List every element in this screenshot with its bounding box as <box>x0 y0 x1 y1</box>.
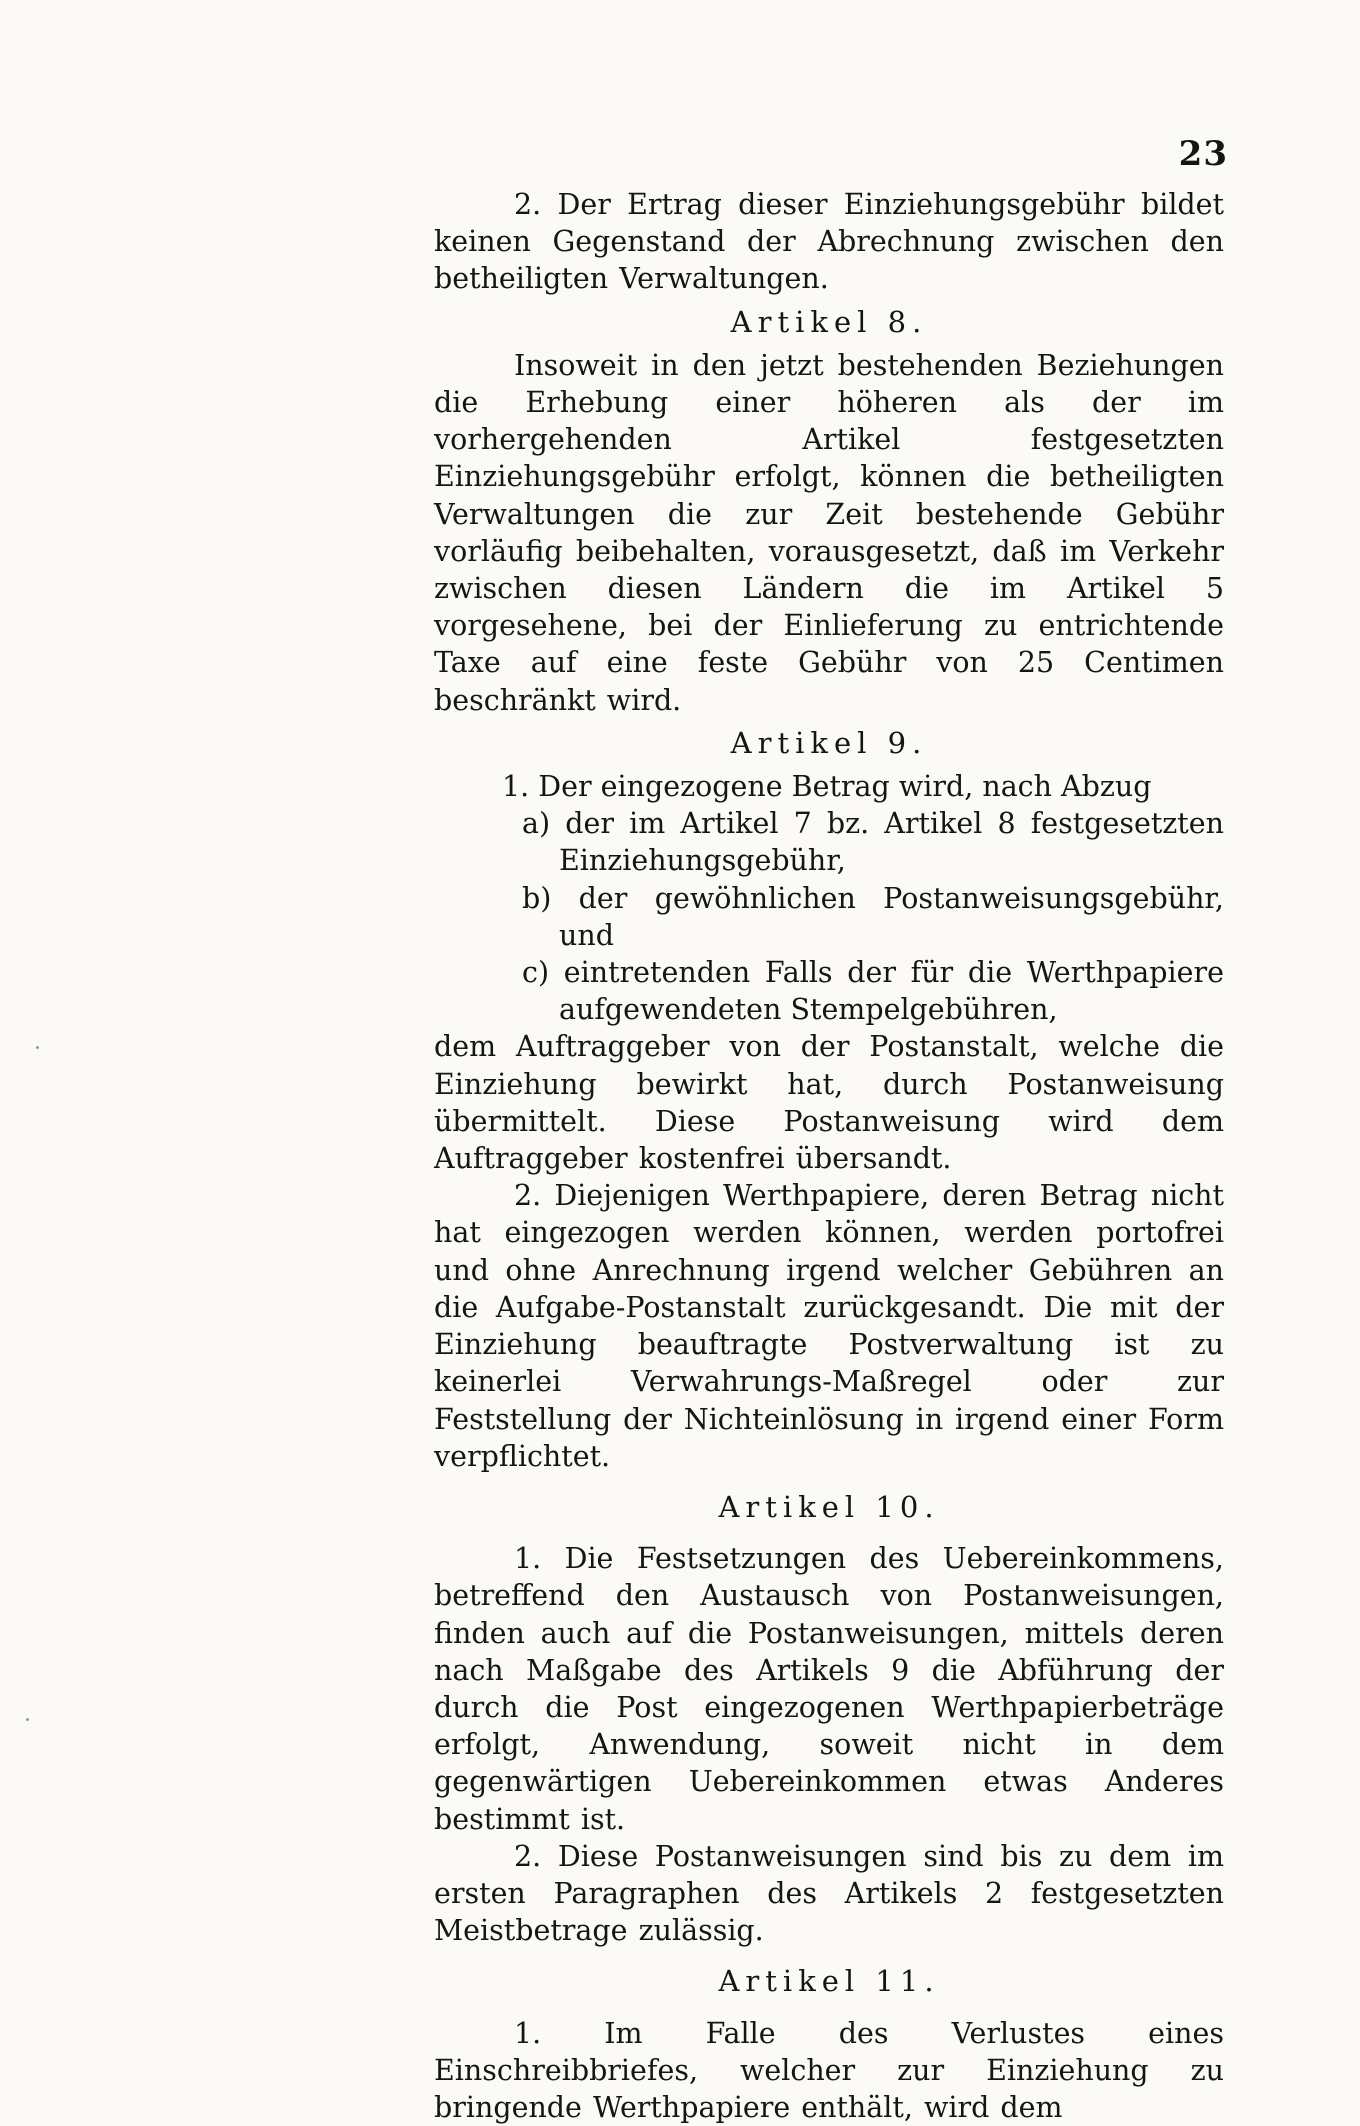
article-heading: Artikel 11. <box>718 1964 940 1999</box>
text-column <box>434 186 1224 2126</box>
paragraph: 1. Im Falle des Verlustes eines Einschreibbriefes, welcher zur Einziehung zu bringende Werthpapiere enthält, wird dem <box>434 2016 1224 2124</box>
list-item: a) der im Artikel 7 bz. Artikel 8 festgesetzten Einziehungsgebühr, <box>522 807 1224 878</box>
spacer <box>434 1949 1224 1957</box>
paragraph: 2. Diese Postanweisungen sind bis zu dem im ersten Paragraphen des Artikels 2 festgesetzten Meistbetrage zulässig. <box>434 1839 1224 1948</box>
paper-speck <box>26 1718 29 1721</box>
page-number: 23 <box>1178 134 1228 174</box>
spacer <box>434 2007 1224 2015</box>
paragraph: Insoweit in den jetzt bestehenden Beziehungen die Erhebung einer höheren als der im vorhergehenden Artikel festgesetzten Einziehungsgebühr erfolgt, können die betheiligten Verwaltungen die zur Zeit bestehende Gebühr vorläufig beibehalten, vorausgesetzt, daß im Verkehr zwischen diesen Ländern die im Artikel 5 vorgesehene, bei der Einlieferung zu entrichtende Taxe auf eine feste Gebühr von 25 Centimen beschränkt wird. <box>434 348 1224 717</box>
list-item: b) der gewöhnlichen Postanweisungsgebühr, und <box>522 881 1224 952</box>
spacer <box>434 1475 1224 1483</box>
paragraph: dem Auftraggeber von der Postanstalt, welche die Einziehung bewirkt hat, durch Postanweisung übermittelt. Diese Postanweisung wird dem Auftraggeber kostenfrei übersandt. <box>434 1030 1224 1176</box>
article-heading: Artikel 9. <box>730 725 928 760</box>
list-intro: 1. Der eingezogene Betrag wird, nach Abzug <box>502 770 1152 804</box>
paragraph: 2. Diejenigen Werthpapiere, deren Betrag nicht hat eingezogen werden können, werden portofrei und ohne Anrechnung irgend welcher Gebühren an die Aufgabe-Postanstalt zurückgesandt. Die mit der Einziehung beauftragte Postverwaltung ist zu keinerlei Verwahrungs-Maßregel oder zur Feststellung der Nichteinlösung in irgend einer Form verpflichtet. <box>434 1179 1224 1473</box>
spacer <box>434 1532 1224 1540</box>
paragraph: 1. Die Festsetzungen des Uebereinkommens, betreffend den Austausch von Postanweisungen, finden auch auf die Postanweisungen, mittels deren nach Maßgabe des Artikels 9 die Abführung der durch die Post eingezogenen Werthpapierbeträge erfolgt, Anwendung, soweit nicht in dem gegenwärtigen Uebereinkommen etwas Anderes bestimmt ist. <box>434 1542 1224 1836</box>
article-heading: Artikel 8. <box>730 304 928 339</box>
paper-speck <box>36 1046 39 1049</box>
list-item: c) eintretenden Falls der für die Werthpapiere aufgewendeten Stempelgebühren, <box>522 956 1224 1027</box>
paragraph: 2. Der Ertrag dieser Einziehungsgebühr bildet keinen Gegenstand der Abrechnung zwischen den betheiligten Verwaltungen. <box>434 188 1224 296</box>
article-heading: Artikel 10. <box>718 1489 940 1524</box>
